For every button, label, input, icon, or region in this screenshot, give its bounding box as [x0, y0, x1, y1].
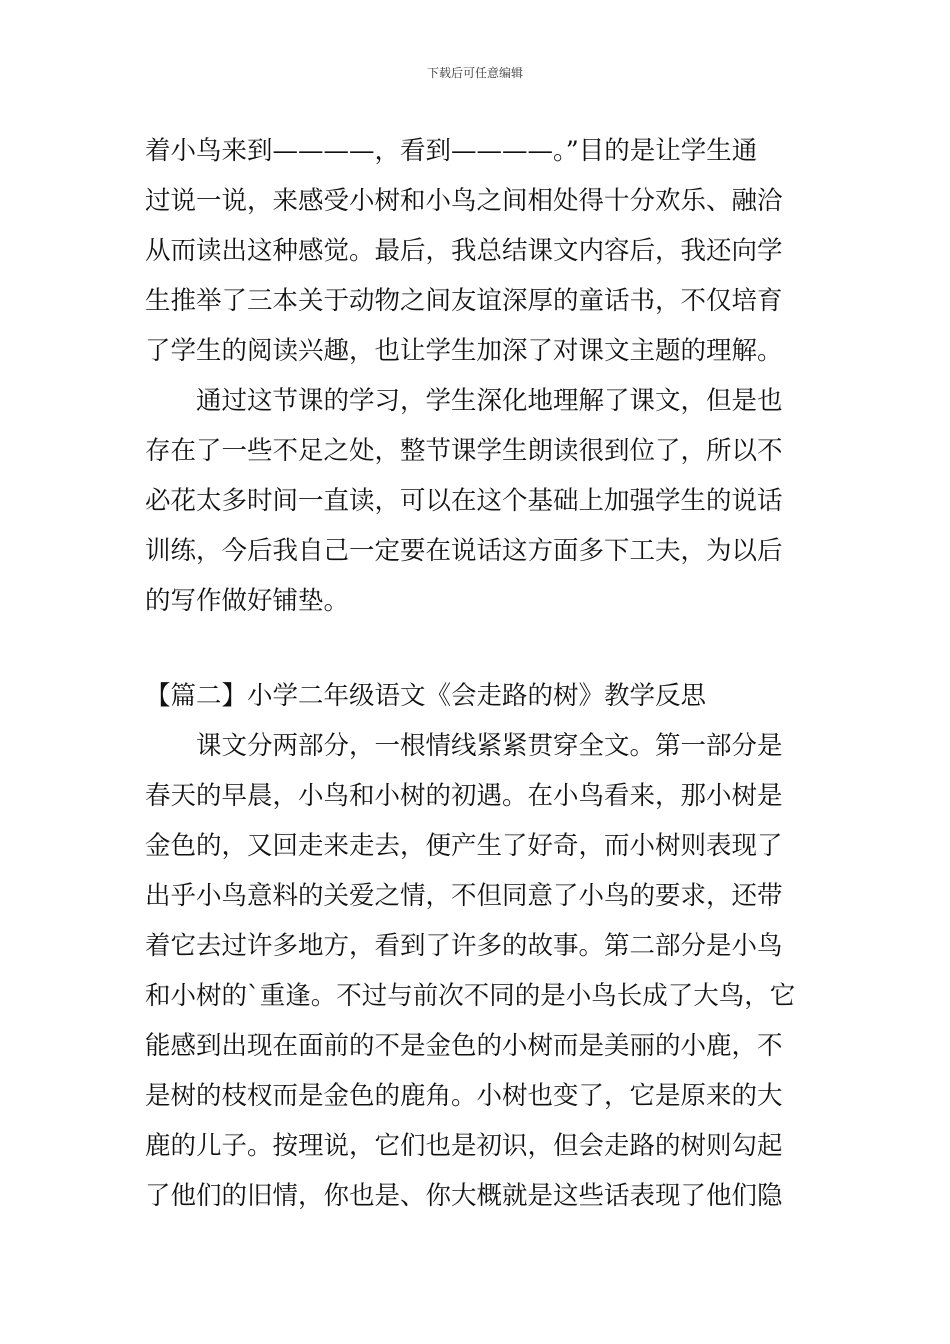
- text-line: 的写作做好铺垫。: [145, 586, 350, 616]
- text-line: 金色的，又回走来走去，便产生了好奇，而小树则表现了: [145, 831, 783, 861]
- text-line: 了他们的旧情，你也是、你大概就是这些话表现了他们隐: [145, 1181, 783, 1211]
- text-line: 能感到出现在面前的不是金色的小树而是美丽的小鹿，不: [145, 1031, 783, 1061]
- text-line: 鹿的儿子。按理说，它们也是初识，但会走路的树则勾起: [145, 1131, 783, 1161]
- text-line: 着小鸟来到————，看到————。”目的是让学生通: [145, 136, 758, 166]
- text-line: 过说一说，来感受小树和小鸟之间相处得十分欢乐、融洽: [145, 186, 783, 216]
- text-line: 春天的早晨，小鸟和小树的初遇。在小鸟看来，那小树是: [145, 781, 783, 811]
- text-line: 是树的枝杈而是金色的鹿角。小树也变了，它是原来的大: [145, 1081, 783, 1111]
- text-line: 必花太多时间一直读，可以在这个基础上加强学生的说话: [145, 486, 783, 516]
- text-line: 从而读出这种感觉。最后，我总结课文内容后，我还向学: [145, 236, 783, 266]
- text-line: 了学生的阅读兴趣，也让学生加深了对课文主题的理解。: [145, 336, 783, 366]
- text-line: 训练，今后我自己一定要在说话这方面多下工夫，为以后: [145, 536, 783, 566]
- text-line: 存在了一些不足之处，整节课学生朗读很到位了，所以不: [145, 436, 783, 466]
- text-line: 和小树的`重逢。不过与前次不同的是小鸟长成了大鸟，它: [145, 981, 796, 1011]
- page-header: 下载后可任意编辑: [426, 66, 523, 80]
- text-line: 出乎小鸟意料的关爱之情，不但同意了小鸟的要求，还带: [145, 881, 783, 911]
- text-line: 通过这节课的学习，学生深化地理解了课文，但是也: [145, 386, 783, 416]
- text-line: 生推举了三本关于动物之间友谊深厚的童话书，不仅培育: [145, 286, 783, 316]
- section-heading: 【篇二】小学二年级语文《会走路的树》教学反思: [145, 681, 707, 711]
- text-line: 着它去过许多地方，看到了许多的故事。第二部分是小鸟: [145, 931, 783, 961]
- text-line: 课文分两部分，一根情线紧紧贯穿全文。第一部分是: [145, 731, 783, 761]
